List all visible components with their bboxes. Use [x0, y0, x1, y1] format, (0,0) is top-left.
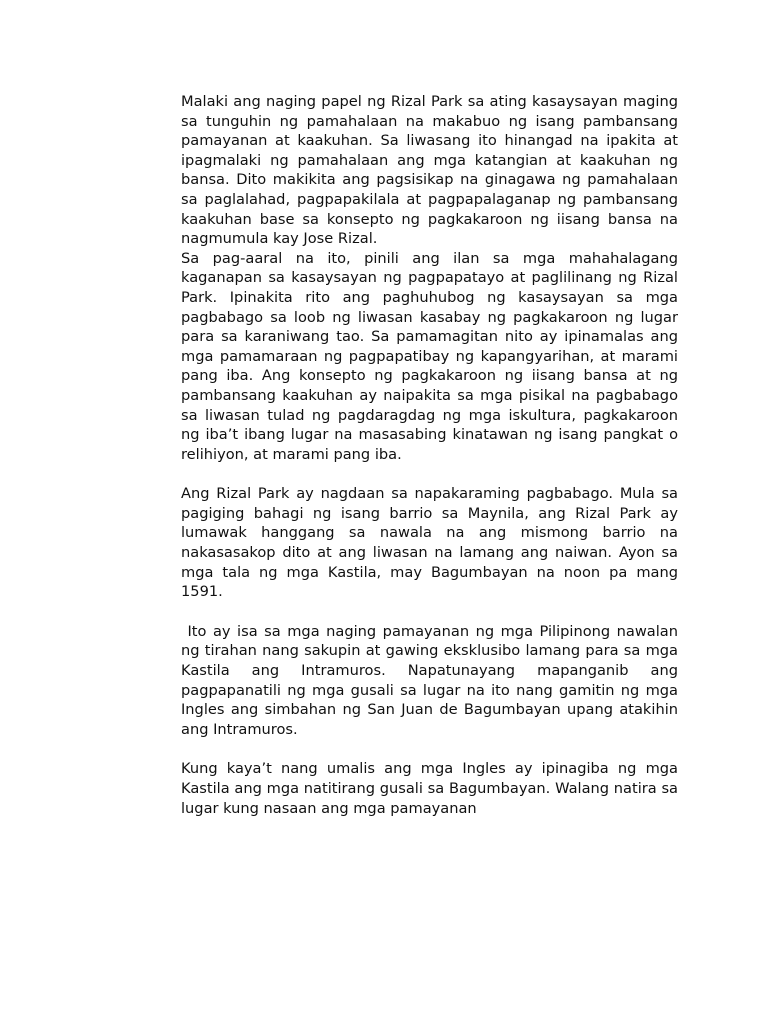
- document-body: [181, 92, 678, 818]
- paragraph-5: Kung kaya’t nang umalis ang mga Ingles ay ipinagiba ng mga Kastila ang mga natitirang gusali sa Bagumbayan. Walang natira sa lugar kung nasaan ang mga pamayanan: [181, 760, 678, 817]
- paragraph-3: Ang Rizal Park ay nagdaan sa napakaraming pagbabago. Mula sa pagiging bahagi ng isang barrio sa Maynila, ang Rizal Park ay lumawak hanggang sa nawala na ang mismong barrio na nakasasakop dito at ang liwasan na lamang ang naiwan. Ayon sa mga tala ng mga Kastila, may Bagumbayan na noon pa mang 1591.: [181, 485, 678, 601]
- paragraph-1: Malaki ang naging papel ng Rizal Park sa ating kasaysayan maging sa tunguhin ng pamahalaan na makabuo ng isang pambansang pamayanan at kaakuhan. Sa liwasang ito hinangad na ipakita at ipagmalaki ng pamahalaan ang mga katangian at kaakuhan ng bansa. Dito makikita ang pagsisikap na ginagawa ng pamahalaan sa paglalahad, pagpapakilala at pagpapalaganap ng pambansang kaakuhan base sa konsepto ng pagkakaroon ng iisang bansa na nagmumula kay Jose Rizal.: [181, 93, 678, 248]
- paragraph-2: Sa pag-aaral na ito, pinili ang ilan sa mga mahahalagang kaganapan sa kasaysayan ng pagpapatayo at paglilinang ng Rizal Park. Ipinakita rito ang paghuhubog ng kasaysayan sa mga pagbabago sa loob ng liwasan kasabay ng pagkakaroon ng lugar para sa karaniwang tao. Sa pamamagitan nito ay ipinamalas ang mga pamamaraan ng pagpapatibay ng kapangyarihan, at marami pang iba. Ang konsepto ng pagkakaroon ng iisang bansa at ng pambansang kaakuhan ay naipakita sa mga pisikal na pagbabago sa liwasan tulad ng pagdaragdag ng mga iskultura, pagkakaroon ng iba’t ibang lugar na masasabing kinatawan ng isang pangkat o relihiyon, at marami pang iba.: [181, 249, 678, 463]
- paragraph-4: Ito ay isa sa mga naging pamayanan ng mga Pilipinong nawalan ng tirahan nang sakupin at gawing eksklusibo lamang para sa mga Kastila ang Intramuros. Napatunayang mapanganib ang pagpapanatili ng mga gusali sa lugar na ito nang gamitin ng mga Ingles ang simbahan ng San Juan de Bagumbayan upang atakihin ang Intramuros.: [181, 622, 678, 738]
